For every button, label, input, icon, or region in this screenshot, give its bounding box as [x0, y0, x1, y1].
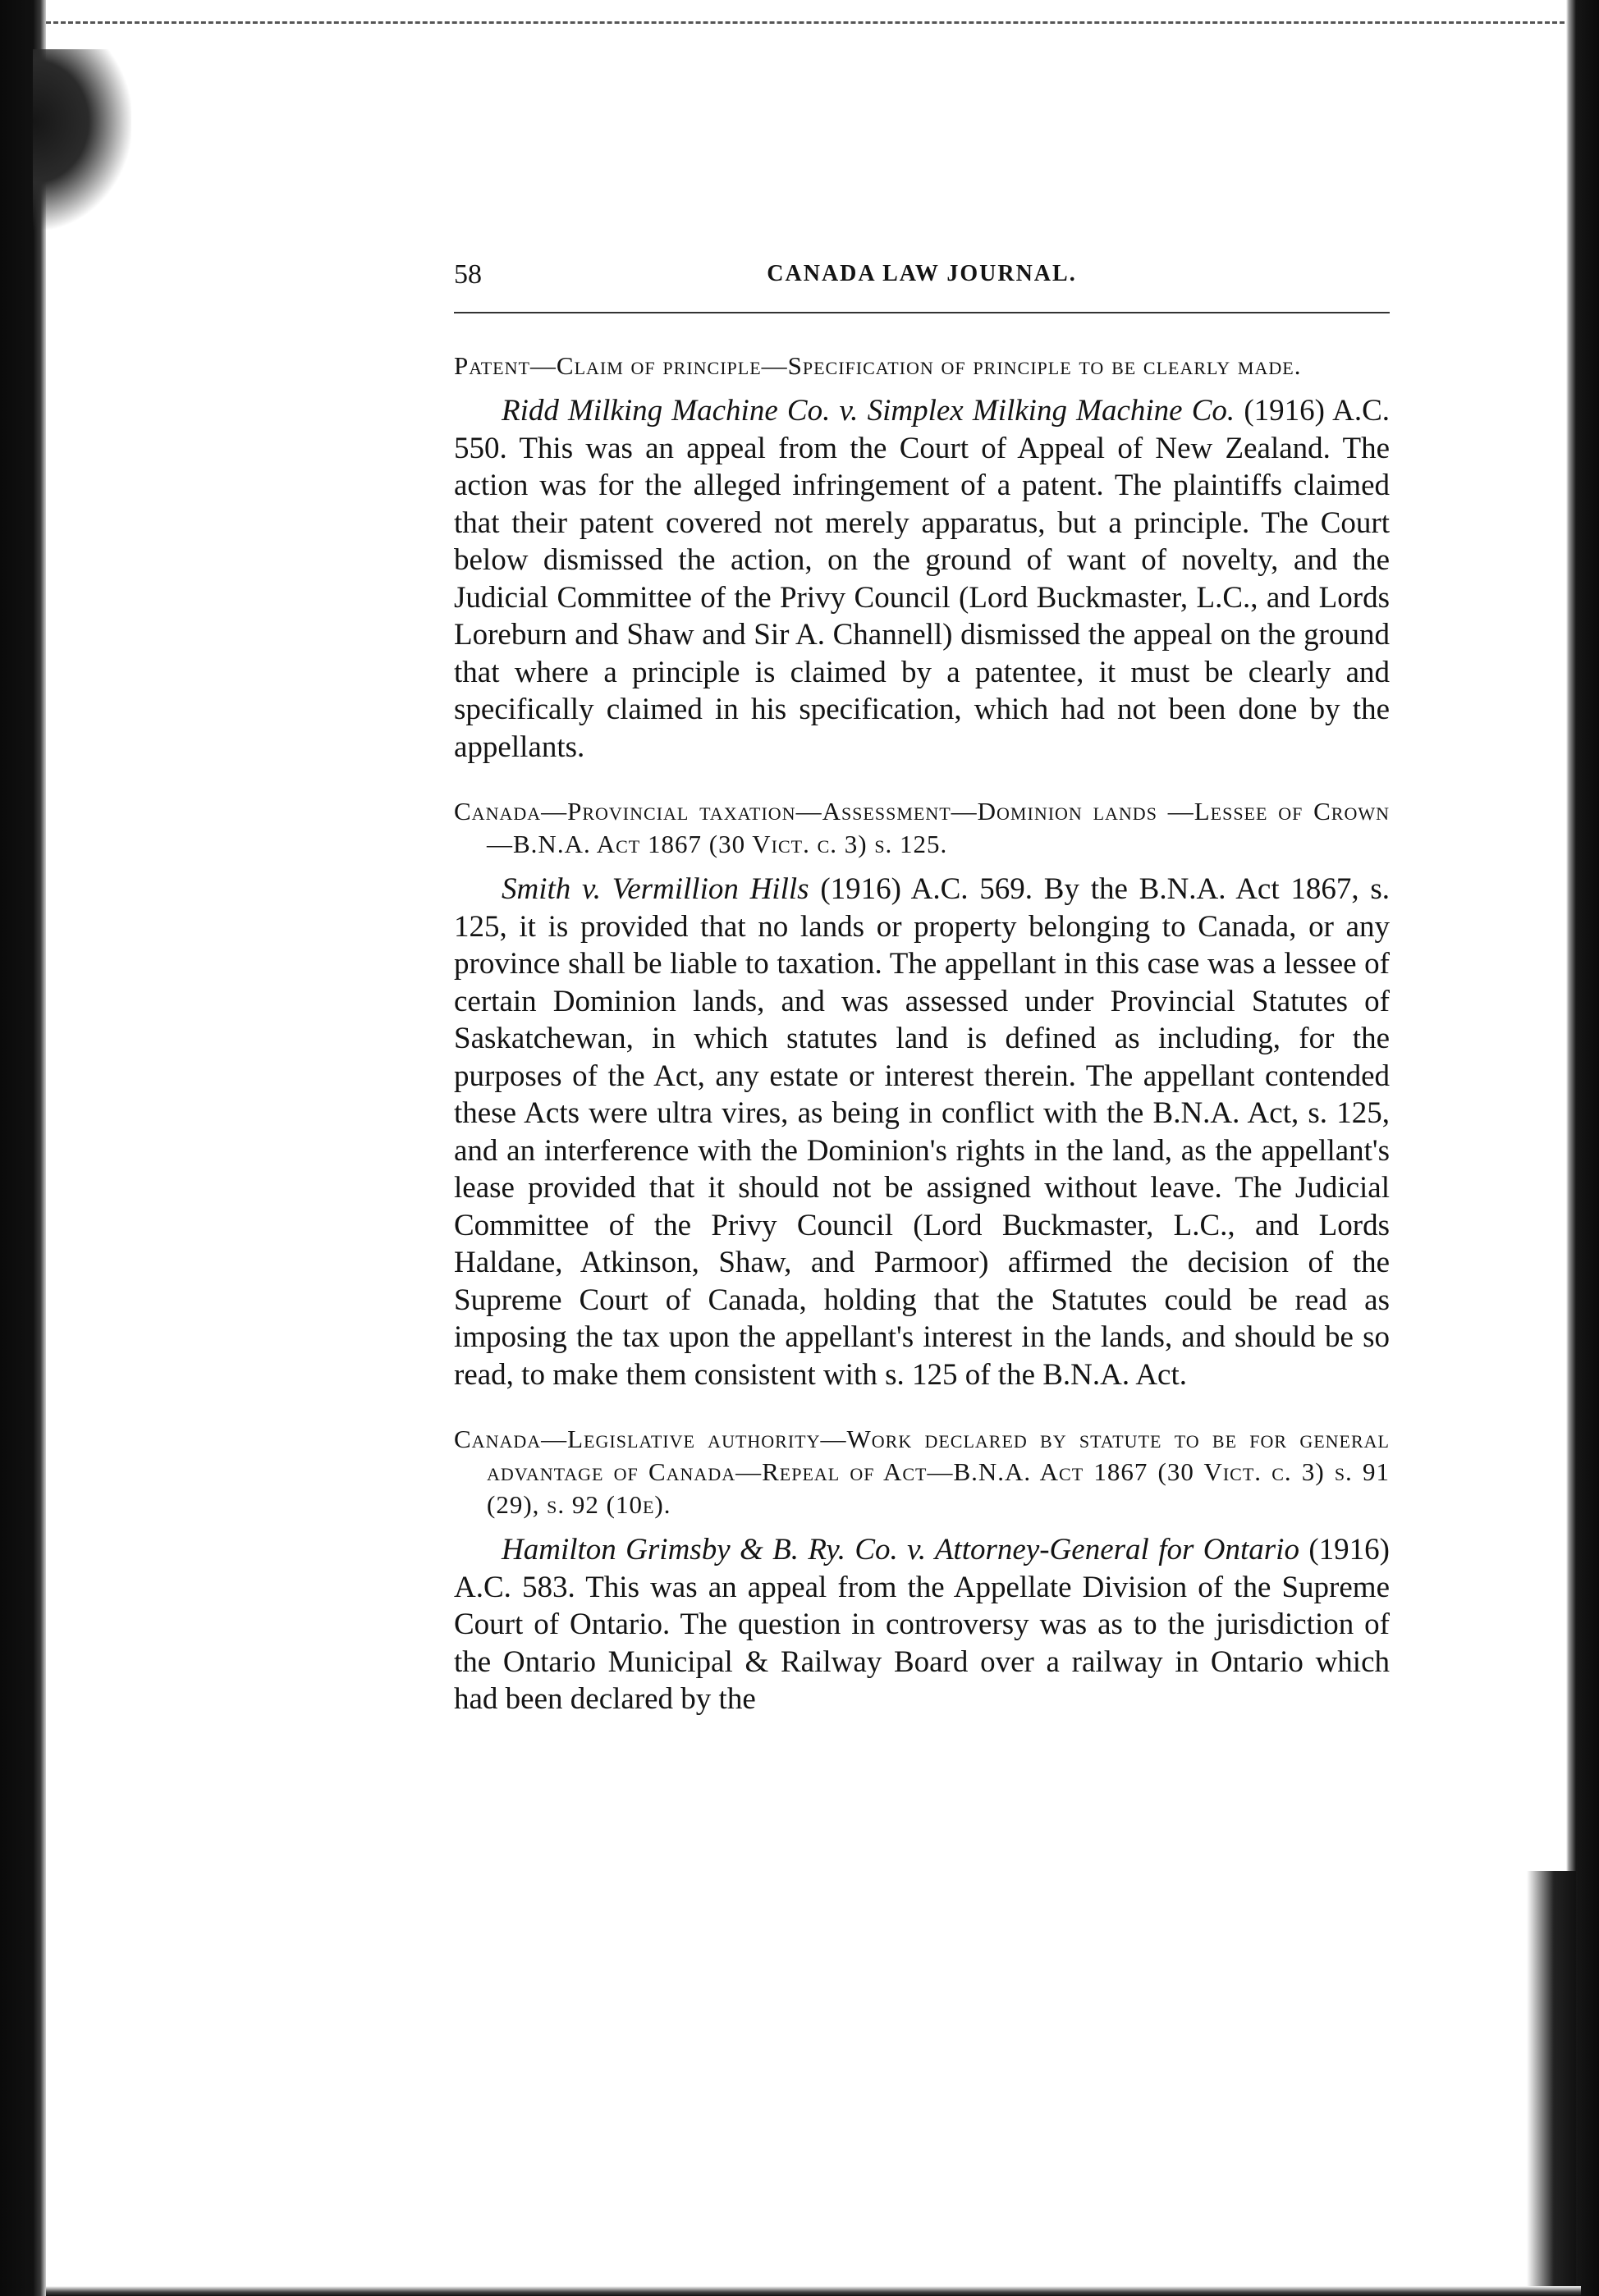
case-text: (1916) A.C. 583. This was an appeal from the Appellate Division of the Supreme Court of Ontario. The question in controversy was as to the jurisdiction of the Ontario Municipal & Railway Board over a railway in Ontario which had been declared by the [454, 1533, 1390, 1716]
section-provincial-taxation [454, 795, 1390, 1393]
scan-top-edge [46, 21, 1565, 26]
case-name: Ridd Milking Machine Co. v. Simplex Milking Machine Co. [502, 394, 1235, 428]
case-text: (1916) A.C. 550. This was an appeal from the Court of Appeal of New Zealand. The action was for the alleged infringement of a patent. The plaintiffs claimed that their patent covered not merely apparatus, but a principle. The Court below dismissed the action, on the ground of want of novelty, and the Judicial Committee of the Privy Council (Lord Buckmaster, L.C., and Lords Loreburn and Shaw and Sir A. Channell) dismissed the appeal on the ground that where a principle is claimed by a patentee, it must be clearly and specifically claimed in his specification, which had not been done by the appellants. [454, 394, 1391, 764]
scan-left-shadow [33, 49, 131, 230]
page-number: 58 [454, 259, 482, 290]
running-head [454, 259, 1390, 300]
section-patent [454, 350, 1390, 766]
journal-page [454, 259, 1390, 1748]
case-name: Smith v. Vermillion Hills [502, 872, 809, 906]
section-body [454, 871, 1390, 1393]
journal-title: CANADA LAW JOURNAL. [767, 261, 1077, 286]
case-name: Hamilton Grimsby & B. Ry. Co. v. Attorney-General for Ontario [502, 1533, 1299, 1566]
section-heading: Canada—Legislative authority—Work declared by statute to be for general advantage of Canada—Repeal of Act—B.N.A. Act 1867 (30 Vict. c. 3) s. 91 (29), s. 92 (10e). [454, 1425, 1390, 1519]
section-body [454, 392, 1390, 766]
scan-left-edge [0, 0, 46, 2296]
section-body [454, 1531, 1390, 1718]
case-text: (1916) A.C. 569. By the B.N.A. Act 1867, s. 125, it is provided that no lands or property belonging to Canada, or any province shall be liable to taxation. The appellant in this case was a lessee of certain Dominion lands, and was assessed under Provincial Statutes of Saskatchewan, in which statutes land is defined as including, for the purposes of the Act, any estate or interest therein. The appellant contended these Acts were ultra vires, as being in conflict with the B.N.A. Act, s. 125, and an interference with the Dominion's rights in the land, as the appellant's lease provided that it should not be assigned without leave. The Judicial Committee of the Privy Council (Lord Buckmaster, L.C., and Lords Haldane, Atkinson, Shaw, and Parmoor) affirmed the decision of the Supreme Court of Canada, holding that the Statutes could be read as imposing the tax upon the appellant's interest in the lands, and should be so read, to make them consistent with s. 125 of the B.N.A. Act. [454, 872, 1391, 1392]
section-heading: Canada—Provincial taxation—Assessment—Dominion lands —Lessee of Crown—B.N.A. Act 1867 (30 Vict. c. 3) s. 125. [454, 797, 1390, 858]
scan-bottom-edge [46, 2286, 1581, 2296]
scan-right-shadow [1527, 1871, 1576, 2296]
section-legislative-authority [454, 1423, 1390, 1718]
section-heading: Patent—Claim of principle—Specification of principle to be clearly made. [454, 351, 1302, 380]
header-rule [454, 312, 1390, 313]
